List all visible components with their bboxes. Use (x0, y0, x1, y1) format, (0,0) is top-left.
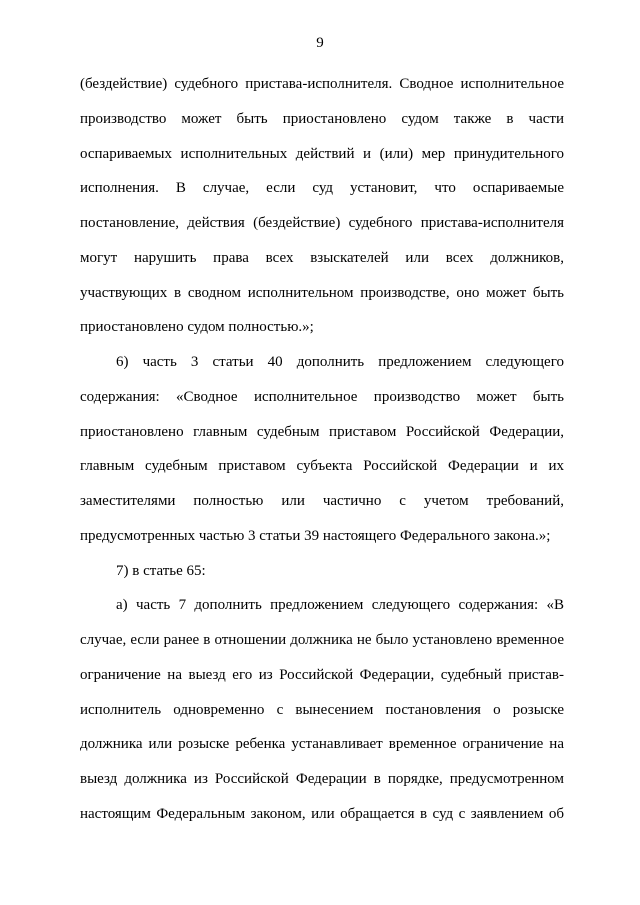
text-line: (бездействие) судебного пристава-исполнителя. Сводное исполнительное (80, 76, 564, 92)
text-line: участвующих в сводном исполнительном производстве, оно может быть (80, 285, 564, 301)
text-line: приостановлено судом полностью.»; (80, 319, 314, 335)
text-line: 7) в статье 65: (116, 563, 206, 579)
text-line: должника или розыске ребенка устанавливает временное ограничение на (80, 736, 564, 752)
text-line: содержания: «Сводное исполнительное производство может быть (80, 389, 564, 405)
text-line: случае, если ранее в отношении должника не было установлено временное (80, 632, 564, 648)
text-line: главным судебным приставом субъекта Российской Федерации и их (80, 458, 564, 474)
text-line: оспариваемых исполнительных действий и (или) мер принудительного (80, 146, 564, 162)
text-line: предусмотренных частью 3 статьи 39 настоящего Федерального закона.»; (80, 528, 551, 544)
text-line: могут нарушить права всех взыскателей или всех должников, (80, 250, 564, 266)
text-line: а) часть 7 дополнить предложением следующего содержания: «В (116, 597, 564, 613)
text-line: исполнения. В случае, если суд установит, что оспариваемые (80, 180, 564, 196)
text-line: исполнитель одновременно с вынесением постановления о розыске (80, 702, 564, 718)
page-number: 9 (316, 35, 324, 51)
text-line: приостановлено главным судебным приставом Российской Федерации, (80, 424, 564, 440)
text-line: постановление, действия (бездействие) судебного пристава-исполнителя (80, 215, 564, 231)
text-line: 6) часть 3 статьи 40 дополнить предложением следующего (116, 354, 564, 370)
text-line: выезд должника из Российской Федерации в порядке, предусмотренном (80, 771, 564, 787)
text-line: ограничение на выезд его из Российской Федерации, судебный пристав- (80, 667, 564, 683)
text-line: заместителями полностью или частично с учетом требований, (80, 493, 564, 509)
text-line: настоящим Федеральным законом, или обращается в суд с заявлением об (80, 806, 564, 822)
text-line: производство может быть приостановлено судом также в части (80, 111, 564, 127)
